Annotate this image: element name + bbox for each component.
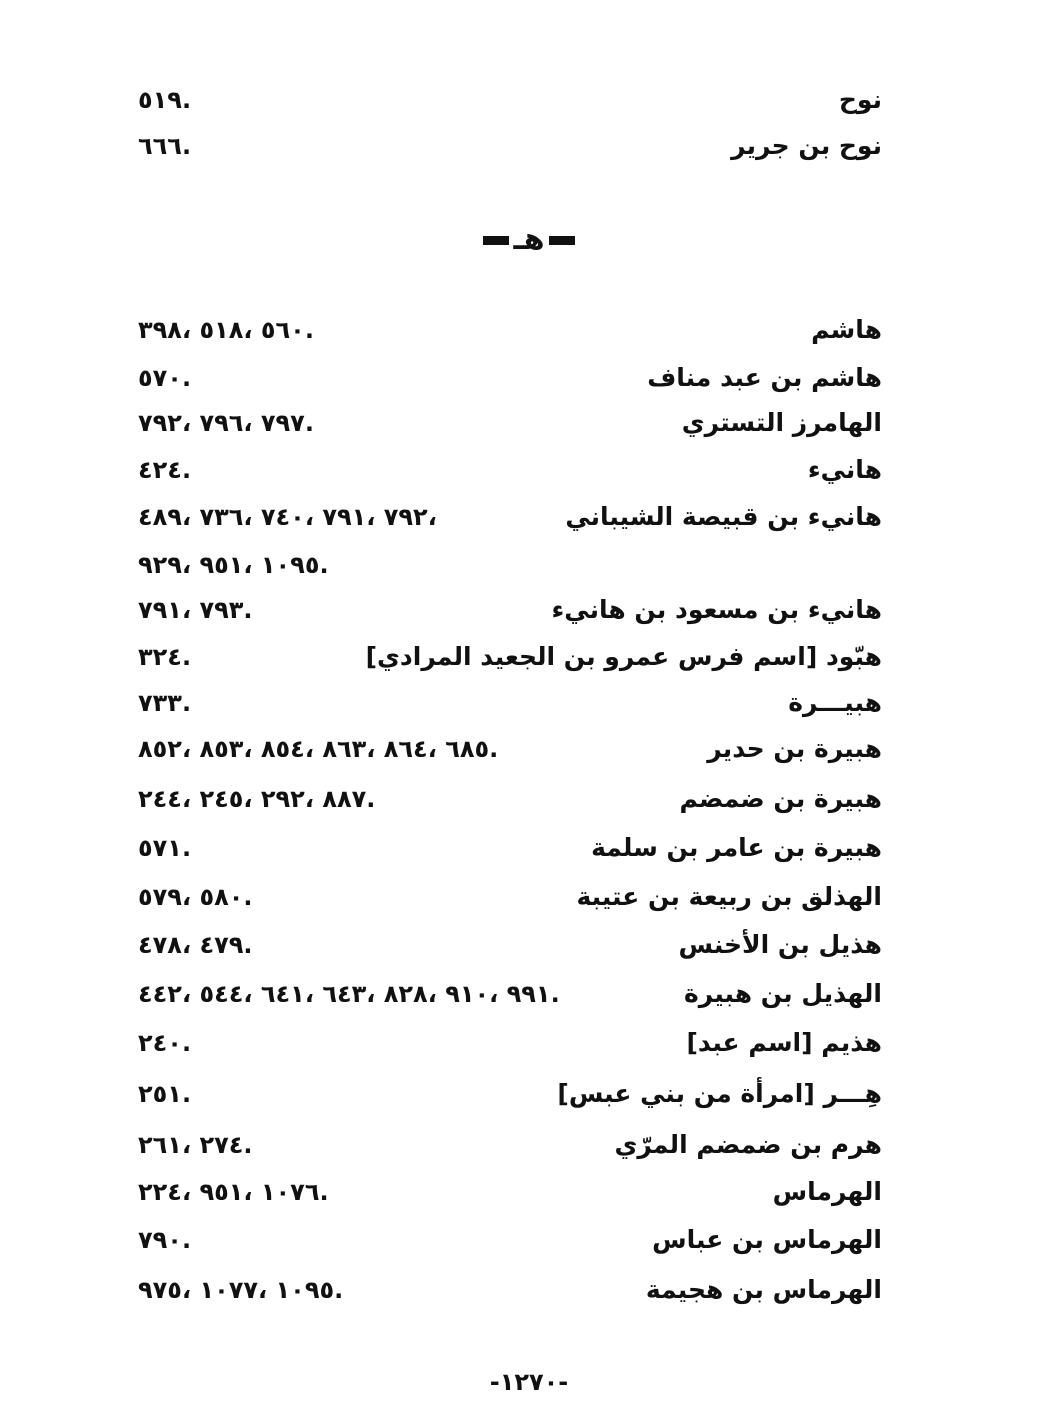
entry-name: هبيرة بن عامر بن سلمة (591, 833, 882, 862)
index-entry (130, 1125, 882, 1165)
entry-name: الهذيل بن هبيرة (684, 979, 882, 1008)
entry-name: الهرماس (772, 1177, 882, 1206)
entry-pages: .٥٨٠ ،٥٧٩ (138, 883, 253, 911)
entry-pages: .٣٢٤ (138, 643, 192, 671)
index-entry (130, 1270, 882, 1310)
entry-name: هِـــر [امرأة من بني عبس] (557, 1079, 882, 1108)
entry-name: هانيء (807, 455, 882, 484)
entry-name: الهذلق بن ربيعة بن عتيبة (576, 882, 882, 911)
heading-dash (549, 236, 575, 245)
entry-name: هبيـــرة (788, 688, 882, 717)
index-entry (130, 683, 882, 723)
section-heading (0, 222, 1058, 258)
index-entry (130, 1023, 882, 1063)
entry-pages: .٧٩٣ ،٧٩١ (138, 596, 253, 624)
entry-name: هذيم [اسم عبد] (686, 1028, 882, 1057)
entry-pages: .٥٧٠ (138, 364, 192, 392)
section-letter: هـ (513, 222, 545, 257)
index-entry (130, 779, 882, 819)
index-entry (130, 590, 882, 630)
entry-pages: .٤٢٤ (138, 456, 192, 484)
heading-dash (483, 236, 509, 245)
page-number: -١٢٧٠- (489, 1368, 569, 1396)
index-entry (130, 403, 882, 443)
entry-name: الهرماس بن عباس (652, 1225, 882, 1254)
index-entry (130, 497, 882, 537)
entry-name: هبيرة بن ضمضم (679, 784, 882, 813)
index-entry (130, 828, 882, 868)
entry-name: الهامرز التستري (681, 408, 882, 437)
entry-pages: .٢٧٤ ،٢٦١ (138, 1131, 253, 1159)
entry-pages: .٥٦٠ ،٥١٨ ،٣٩٨ (138, 316, 314, 344)
entry-name: هانيء بن قبيصة الشيباني (565, 502, 882, 531)
entry-pages: ،٧٩٢ ،٧٩١ ،٧٤٠ ،٧٣٦ ،٤٨٩ (138, 503, 437, 531)
entry-name: هاشم (811, 315, 882, 344)
entry-pages: .٦٨٥ ،٨٦٤ ،٨٦٣ ،٨٥٤ ،٨٥٣ ،٨٥٢ (138, 735, 499, 763)
index-entry (130, 637, 882, 677)
entry-name: هذيل بن الأخنس (678, 930, 882, 959)
entry-pages: .٨٨٧ ،٢٩٢ ،٢٤٥ ،٢٤٤ (138, 785, 376, 813)
entry-pages: .٢٤٠ (138, 1029, 192, 1057)
index-entry (130, 310, 882, 350)
entry-pages: .٦٦٦ (138, 132, 192, 160)
entry-name: هبّود [اسم فرس عمرو بن الجعيد المرادي] (365, 642, 882, 671)
index-entry (130, 358, 882, 398)
index-entry (130, 1172, 882, 1212)
entry-pages: .٥١٩ (138, 86, 192, 114)
entry-name: هرم بن ضمضم المرّي (614, 1130, 882, 1159)
entry-pages: .٧٩٠ (138, 1226, 192, 1254)
index-entry (130, 80, 882, 120)
entry-pages: .١٠٩٥ ،٩٥١ ،٩٢٩ (138, 551, 329, 579)
index-entry (130, 729, 882, 769)
index-entry (130, 925, 882, 965)
entry-pages: .٧٩٧ ،٧٩٦ ،٧٩٢ (138, 409, 314, 437)
entry-pages: .٩٩١ ،٩١٠ ،٨٢٨ ،٦٤٣ ،٦٤١ ،٥٤٤ ،٤٤٢ (138, 980, 560, 1008)
index-entry-continuation (130, 545, 882, 585)
entry-name: هانيء بن مسعود بن هانيء (551, 595, 882, 624)
index-entry (130, 1220, 882, 1260)
entry-name: نوح (838, 85, 882, 114)
entry-name: هبيرة بن حدير (707, 734, 882, 763)
entry-name: الهرماس بن هجيمة (645, 1275, 882, 1304)
entry-name: هاشم بن عبد مناف (647, 363, 882, 392)
index-entry (130, 877, 882, 917)
entry-pages: .٥٧١ (138, 834, 192, 862)
index-entry (130, 450, 882, 490)
entry-pages: .١٠٧٦ ،٩٥١ ،٢٢٤ (138, 1178, 329, 1206)
entry-pages: .١٠٩٥ ،١٠٧٧ ،٩٧٥ (138, 1276, 344, 1304)
entry-name: نوح بن جرير (731, 131, 882, 160)
index-entry (130, 974, 882, 1014)
index-entry (130, 126, 882, 166)
entry-pages: .٤٧٩ ،٤٧٨ (138, 931, 253, 959)
index-entry (130, 1074, 882, 1114)
entry-pages: .٢٥١ (138, 1080, 192, 1108)
entry-pages: .٧٣٣ (138, 689, 192, 717)
